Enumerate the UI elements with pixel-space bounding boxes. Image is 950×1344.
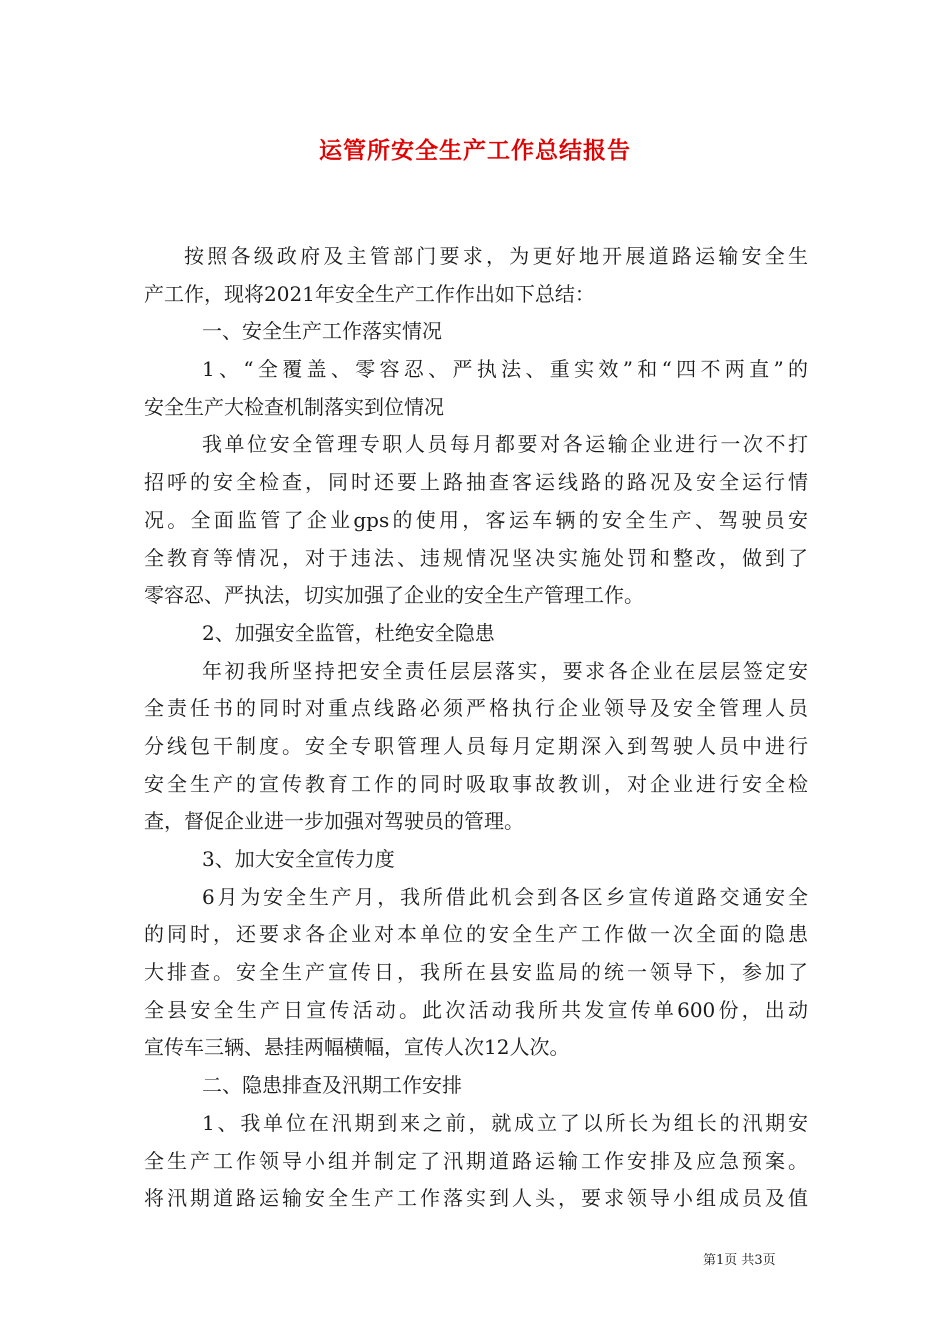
paragraph-line: 年初我所坚持把安全责任层层落实，要求各企业在层层签定安 <box>202 658 808 683</box>
paragraph-line: 全生产工作领导小组并制定了汛期道路运输工作安排及应急预案。 <box>144 1148 808 1173</box>
paragraph-line: 将汛期道路运输安全生产工作落实到人头，要求领导小组成员及值 <box>144 1186 808 1211</box>
page-number: 第1页 共3页 <box>703 1253 776 1268</box>
paragraph-line: 6月为安全生产月，我所借此机会到各区乡宣传道路交通安全 <box>202 884 808 909</box>
section-heading: 二、隐患排查及汛期工作安排 <box>202 1073 462 1098</box>
subsection-heading: 3、加大安全宣传力度 <box>202 847 395 871</box>
subsection-heading: 2、加强安全监管，杜绝安全隐患 <box>202 620 495 645</box>
subsection-heading: 安全生产大检查机制落实到位情况 <box>144 394 444 419</box>
paragraph-line: 1、我单位在汛期到来之前，就成立了以所长为组长的汛期安 <box>202 1110 808 1135</box>
paragraph-line: 全责任书的同时对重点线路必须严格执行企业领导及安全管理人员 <box>144 696 808 721</box>
paragraph-line: 零容忍、严执法，切实加强了企业的安全生产管理工作。 <box>144 583 644 608</box>
paragraph-line: 我单位安全管理专职人员每月都要对各运输企业进行一次不打 <box>202 432 808 457</box>
subsection-heading: 1、“全覆盖、零容忍、严执法、重实效”和“四不两直”的 <box>202 357 808 382</box>
paragraph-line: 安全生产的宣传教育工作的同时吸取事故教训，对企业进行安全检 <box>144 771 808 796</box>
paragraph-line: 全县安全生产日宣传活动。此次活动我所共发宣传单600份，出动 <box>144 997 808 1022</box>
document-title: 运管所安全生产工作总结报告 <box>319 138 631 164</box>
paragraph-line: 产工作，现将2021年安全生产工作作出如下总结： <box>144 281 595 306</box>
paragraph-line: 全教育等情况，对于违法、违规情况坚决实施处罚和整改，做到了 <box>144 545 808 570</box>
paragraph-line: 的同时，还要求各企业对本单位的安全生产工作做一次全面的隐患 <box>144 922 808 947</box>
document-body <box>144 238 808 1218</box>
paragraph-line: 分线包干制度。安全专职管理人员每月定期深入到驾驶人员中进行 <box>144 733 808 758</box>
paragraph-line: 宣传车三辆、悬挂两幅横幅，宣传人次12人次。 <box>144 1035 570 1060</box>
paragraph-line: 大排查。安全生产宣传日，我所在县安监局的统一领导下，参加了 <box>144 960 808 985</box>
paragraph-line: 查，督促企业进一步加强对驾驶员的管理。 <box>144 809 524 834</box>
paragraph-line: 招呼的安全检查，同时还要上路抽查客运线路的路况及安全运行情 <box>144 470 808 495</box>
section-heading: 一、安全生产工作落实情况 <box>202 319 442 344</box>
paragraph-line: 况。全面监管了企业gps的使用，客运车辆的安全生产、驾驶员安 <box>144 507 808 532</box>
paragraph-line: 按照各级政府及主管部门要求，为更好地开展道路运输安全生 <box>184 244 808 268</box>
